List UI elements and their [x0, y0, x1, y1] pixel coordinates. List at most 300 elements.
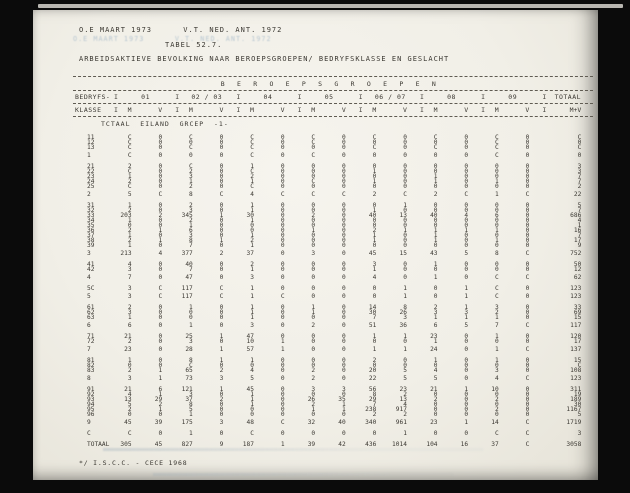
cell-value: 0: [311, 232, 316, 239]
sex-text: V: [280, 106, 285, 114]
cell-value: 0: [342, 362, 346, 369]
cell-value: 0: [250, 406, 254, 413]
cell-value: 1: [433, 173, 438, 180]
row-label: 62: [87, 309, 95, 316]
cell-value: 2: [311, 401, 316, 408]
cell-value: 0: [219, 207, 224, 214]
cell-value: 0: [494, 163, 499, 170]
cell-value: C: [525, 419, 530, 426]
cell-value: 45: [124, 419, 132, 426]
cell-value: 0: [280, 401, 285, 408]
cell-value: 0: [372, 173, 377, 180]
subtotal-row: [73, 275, 593, 280]
sex-column-header: [421, 107, 452, 114]
cell-value: 0: [158, 183, 163, 190]
row-total: 137: [570, 346, 582, 353]
cell-value: 0: [219, 242, 224, 249]
occupation-column-code: [360, 94, 421, 101]
row-label: 3: [87, 250, 91, 257]
cell-value: 5: [127, 401, 132, 408]
cell-value: C: [311, 191, 316, 198]
cell-value: C: [127, 134, 132, 141]
cell-value: 0: [311, 266, 316, 273]
cell-value: 0: [158, 134, 163, 141]
cell-value: 0: [525, 207, 530, 214]
code-text: 04: [263, 93, 273, 101]
cell-value: 0: [219, 406, 224, 413]
cell-value: 2: [372, 191, 377, 198]
cell-value: 3: [219, 375, 224, 382]
cell-value: 0: [219, 173, 224, 180]
sex-text: V: [158, 106, 163, 114]
row-label: 23: [87, 173, 95, 180]
cell-value: 0: [280, 314, 285, 321]
cell-value: C: [250, 430, 254, 437]
cell-value: 436: [365, 441, 377, 448]
code-text: 02 / 03: [191, 93, 223, 101]
cell-value: 0: [342, 202, 346, 209]
cell-value: C: [189, 362, 193, 369]
cell-value: 2: [494, 396, 499, 403]
cell-value: 0: [342, 261, 346, 268]
cell-value: 0: [280, 232, 285, 239]
row-total: 117: [570, 322, 582, 329]
cell-value: 7: [372, 314, 377, 321]
cell-value: 0: [433, 362, 438, 369]
cell-value: C: [280, 419, 285, 426]
cell-value: 1: [311, 406, 316, 413]
cell-value: 1: [372, 266, 377, 273]
sex-text: V: [464, 106, 469, 114]
cell-value: 2: [403, 411, 407, 418]
subtotal-row: [73, 347, 593, 352]
cell-value: 13: [124, 396, 132, 403]
cell-value: 1: [342, 401, 346, 408]
cell-value: 1: [494, 237, 499, 244]
cell-value: 1: [433, 178, 438, 185]
cell-value: 0: [464, 266, 469, 273]
cell-value: 1: [219, 333, 224, 340]
row-total: 7: [577, 178, 582, 185]
cell-value: 1: [189, 430, 193, 437]
cell-value: 3: [250, 274, 254, 281]
sex-column-header: [237, 107, 268, 114]
sex-column-header: [482, 107, 513, 114]
cell-value: 0: [280, 375, 285, 382]
row-total: 62: [573, 274, 582, 281]
cell-value: 36: [399, 322, 407, 329]
cell-value: 1: [464, 314, 469, 321]
cell-value: 0: [464, 333, 469, 340]
industry-group-2: [73, 164, 593, 197]
cell-value: 0: [494, 391, 499, 398]
cell-value: 0: [525, 237, 530, 244]
cell-value: 0: [158, 152, 163, 159]
cell-value: 0: [494, 202, 499, 209]
cell-value: 340: [365, 419, 377, 426]
cell-value: C: [494, 134, 499, 141]
cell-value: C: [280, 293, 285, 300]
cell-value: 0: [342, 274, 346, 281]
cell-value: 0: [403, 163, 407, 170]
cell-value: 21: [124, 333, 132, 340]
cell-value: 0: [464, 217, 469, 224]
cell-value: 1: [127, 232, 132, 239]
cell-value: 2: [189, 217, 193, 224]
row-total: 686: [570, 212, 582, 219]
subtotal-row: [73, 192, 593, 197]
cell-value: 1: [250, 266, 254, 273]
cell-value: 6: [433, 322, 438, 329]
dashed-rule: [73, 76, 593, 77]
row-total: 0: [577, 139, 582, 146]
cell-value: 1: [403, 346, 407, 353]
cell-value: C: [127, 168, 132, 175]
cell-value: 7: [189, 266, 193, 273]
cell-value: 0: [433, 163, 438, 170]
cell-value: 0: [525, 217, 530, 224]
cell-value: 65: [185, 367, 193, 374]
sex-text: M: [250, 106, 254, 114]
cell-value: 2: [189, 202, 193, 209]
cell-value: 0: [250, 222, 254, 229]
dashed-rule: [73, 116, 593, 117]
cell-value: 0: [464, 222, 469, 229]
cell-value: 0: [525, 367, 530, 374]
code-text: 06 / 07: [374, 93, 406, 101]
cell-value: C: [494, 285, 499, 292]
cell-value: 5: [127, 191, 132, 198]
cell-value: 0: [403, 357, 407, 364]
row-total: 30: [573, 401, 582, 408]
cell-value: C: [525, 250, 530, 257]
cell-value: 0: [403, 207, 407, 214]
cell-value: 28: [185, 346, 193, 353]
cell-value: 0: [280, 430, 285, 437]
cell-value: 7: [494, 322, 499, 329]
cell-value: 0: [342, 357, 346, 364]
class-header-line1: BEDRYFS-: [75, 93, 111, 101]
cell-value: 1: [250, 357, 254, 364]
cell-value: 0: [342, 367, 346, 374]
cell-value: 1: [280, 346, 285, 353]
cell-value: 0: [311, 183, 316, 190]
cell-value: 8: [403, 304, 407, 311]
cell-value: 0: [280, 217, 285, 224]
row-total: 123: [570, 293, 582, 300]
row-label: 5C: [87, 285, 95, 292]
cell-value: 0: [158, 144, 163, 151]
cell-value: 6: [189, 227, 193, 234]
cell-value: 40: [368, 212, 377, 219]
cell-value: 0: [342, 168, 346, 175]
cell-value: 0: [433, 401, 438, 408]
table-body: [73, 135, 593, 447]
cell-value: C: [525, 191, 530, 198]
cell-value: 1: [494, 346, 499, 353]
cell-value: 0: [525, 386, 530, 393]
cell-value: 21: [430, 386, 438, 393]
cell-value: C: [250, 183, 254, 190]
cell-value: C: [158, 293, 163, 300]
cell-value: 0: [219, 261, 224, 268]
row-label: 13: [87, 144, 95, 151]
cell-value: 6: [127, 322, 132, 329]
cell-value: 1: [250, 391, 254, 398]
cell-value: 0: [280, 357, 285, 364]
cell-value: 1: [464, 304, 469, 311]
row-total: 123: [570, 285, 582, 292]
cell-value: 1: [342, 406, 346, 413]
cell-value: 0: [403, 178, 407, 185]
column-separator-glyph: I: [481, 93, 486, 101]
cell-value: 0: [464, 173, 469, 180]
cell-value: 2: [494, 309, 499, 316]
cell-value: 0: [525, 178, 530, 185]
report-header: O.E MAART 1973 V.T. NED. ANT. 1972: [79, 26, 283, 34]
cell-value: 0: [342, 304, 346, 311]
cell-value: 3: [127, 375, 132, 382]
cell-value: 0: [372, 152, 377, 159]
cell-value: 2: [219, 367, 224, 374]
cell-value: C: [525, 430, 530, 437]
cell-value: 0: [219, 391, 224, 398]
cell-value: 0: [311, 362, 316, 369]
bleed-through-text: O.E MAART 1973 V.T. NED. ANT. 1972: [73, 35, 272, 43]
cell-value: 1: [250, 232, 254, 239]
cell-value: 0: [494, 173, 499, 180]
cell-value: 0: [280, 173, 285, 180]
cell-value: 0: [433, 430, 438, 437]
cell-value: 0: [464, 430, 469, 437]
cell-value: 4: [158, 250, 163, 257]
sex-column-header: [390, 107, 421, 114]
occupation-super-header: B E R O E P S G R O E P E N: [220, 80, 438, 88]
cell-value: 0: [280, 304, 285, 311]
cell-value: 0: [494, 222, 499, 229]
industry-group-9: [73, 387, 593, 425]
cell-value: 0: [311, 338, 316, 345]
cell-value: 47: [246, 333, 254, 340]
cell-value: 1: [250, 396, 254, 403]
cell-value: 0: [433, 222, 438, 229]
cell-value: 0: [525, 304, 530, 311]
cell-value: 5: [433, 375, 438, 382]
table-row: [73, 184, 593, 189]
cell-value: 0: [525, 152, 530, 159]
sex-text: V: [341, 106, 346, 114]
cell-value: 1: [403, 285, 407, 292]
cell-value: 1: [464, 419, 469, 426]
column-separator-glyph: I: [542, 93, 547, 101]
cell-value: 0: [464, 178, 469, 185]
cell-value: 8: [189, 237, 193, 244]
cell-value: 2: [127, 227, 132, 234]
cell-value: 1: [311, 304, 316, 311]
row-label: 7: [87, 346, 91, 353]
cell-value: 0: [525, 314, 530, 321]
cell-value: C: [372, 134, 377, 141]
row-total: 189: [570, 396, 582, 403]
cell-value: 0: [158, 357, 163, 364]
row-total: C: [577, 134, 582, 141]
cell-value: C: [311, 139, 316, 146]
cell-value: 1: [250, 285, 254, 292]
cell-value: 30: [368, 309, 377, 316]
row-label: 9: [87, 419, 91, 426]
total-column-header: [543, 94, 592, 101]
cell-value: 0: [494, 411, 499, 418]
cell-value: C: [433, 144, 438, 151]
cell-value: 3: [494, 304, 499, 311]
cell-value: 0: [342, 250, 346, 257]
column-separator-glyph: I: [114, 106, 118, 114]
sex-text: M: [311, 106, 316, 114]
cell-value: 1: [433, 338, 438, 345]
cell-value: 0: [311, 430, 316, 437]
cell-value: 0: [403, 362, 407, 369]
cell-value: 0: [280, 322, 285, 329]
sex-column-header: [452, 106, 486, 114]
row-label: 42: [87, 266, 95, 273]
cell-value: 0: [494, 338, 499, 345]
cell-value: 0: [311, 274, 316, 281]
occupation-column-code: [482, 94, 543, 101]
cell-value: 0: [525, 401, 530, 408]
sex-column-header: [299, 107, 330, 114]
cell-value: 4: [372, 274, 377, 281]
cell-value: 0: [342, 183, 346, 190]
cell-value: 0: [403, 144, 407, 151]
cell-value: 0: [403, 242, 407, 249]
cell-value: 4: [494, 375, 499, 382]
cell-value: 1: [372, 178, 377, 185]
cell-value: 1: [219, 346, 224, 353]
sex-column-header: [146, 106, 180, 114]
cell-value: 0: [525, 168, 530, 175]
cell-value: 0: [342, 237, 346, 244]
cell-value: 3: [342, 386, 346, 393]
row-total: 3058: [566, 441, 582, 448]
row-label: 12: [87, 139, 95, 146]
cell-value: 0: [342, 285, 346, 292]
table-row: [73, 267, 593, 272]
cell-value: 0: [403, 134, 407, 141]
column-separator-glyph: I: [236, 106, 241, 114]
row-total: 12: [573, 266, 582, 273]
row-total: 33: [573, 304, 582, 311]
cell-value: 0: [403, 173, 407, 180]
sex-text: M: [372, 106, 377, 114]
row-total: 19: [573, 391, 582, 398]
cell-value: 0: [219, 266, 224, 273]
cell-value: 13: [399, 212, 407, 219]
cell-value: 1: [372, 168, 377, 175]
row-label: 34: [87, 217, 95, 224]
cell-value: 8: [189, 357, 193, 364]
cell-value: 0: [158, 314, 163, 321]
cell-value: 0: [525, 227, 530, 234]
cell-value: 305: [120, 441, 132, 448]
cell-value: 0: [158, 242, 163, 249]
cell-value: 32: [307, 419, 316, 426]
cell-value: 0: [372, 285, 377, 292]
cell-value: C: [127, 152, 132, 159]
cell-value: 39: [307, 441, 316, 448]
cell-value: 14: [368, 304, 377, 311]
cell-value: 0: [158, 266, 163, 273]
cell-value: 1: [433, 237, 438, 244]
cell-value: 0: [342, 139, 346, 146]
cell-value: 3: [433, 309, 438, 316]
cell-value: 0: [311, 261, 316, 268]
cell-value: 0: [280, 266, 285, 273]
cell-value: 0: [494, 217, 499, 224]
cell-value: 0: [433, 139, 438, 146]
cell-value: 0: [494, 401, 499, 408]
cell-value: 0: [433, 406, 438, 413]
cell-value: 0: [219, 163, 224, 170]
cell-value: 26: [307, 396, 316, 403]
row-label: 36: [87, 227, 95, 234]
column-separator-glyph: I: [419, 106, 424, 114]
sex-text: V: [219, 106, 224, 114]
adjacent-page-edge: [38, 4, 623, 8]
grand-total-row: [73, 442, 593, 447]
cell-value: 0: [158, 430, 163, 437]
cell-value: 0: [433, 217, 438, 224]
cell-value: C: [494, 152, 499, 159]
cell-value: 0: [342, 266, 346, 273]
cell-value: 1: [158, 237, 163, 244]
row-label: 41: [87, 261, 95, 268]
cell-value: 16: [460, 441, 469, 448]
row-label: 35: [87, 222, 95, 229]
cell-value: 1: [433, 261, 438, 268]
cell-value: 2: [127, 338, 132, 345]
cell-value: 0: [280, 285, 285, 292]
cell-value: 3: [219, 419, 224, 426]
scanner-artifact: [153, 473, 453, 476]
subtotal-row: [73, 323, 593, 328]
row-total: 15: [573, 314, 582, 321]
occupation-column-code: [237, 94, 298, 101]
row-total: 0: [577, 152, 582, 159]
cell-value: C: [127, 430, 132, 437]
cell-value: 2: [219, 396, 224, 403]
cell-value: C: [127, 139, 132, 146]
cell-value: 0: [464, 232, 469, 239]
cell-value: 0: [311, 173, 316, 180]
cell-value: 0: [280, 163, 285, 170]
cell-value: 0: [433, 202, 438, 209]
cell-value: C: [250, 144, 254, 151]
cell-value: 2: [250, 173, 254, 180]
row-total: 17: [573, 237, 582, 244]
cell-value: 0: [158, 362, 163, 369]
cell-value: 2: [127, 304, 132, 311]
cell-value: 2: [372, 227, 377, 234]
row-label: 63: [87, 314, 95, 321]
cell-value: 0: [219, 139, 224, 146]
cell-value: 4: [403, 401, 407, 408]
cell-value: 23: [430, 333, 438, 340]
column-separator-glyph: I: [481, 106, 486, 114]
cell-value: 0: [219, 134, 224, 141]
cell-value: 3: [127, 285, 132, 292]
cell-value: 1: [158, 375, 163, 382]
subtotal-row: [73, 294, 593, 299]
